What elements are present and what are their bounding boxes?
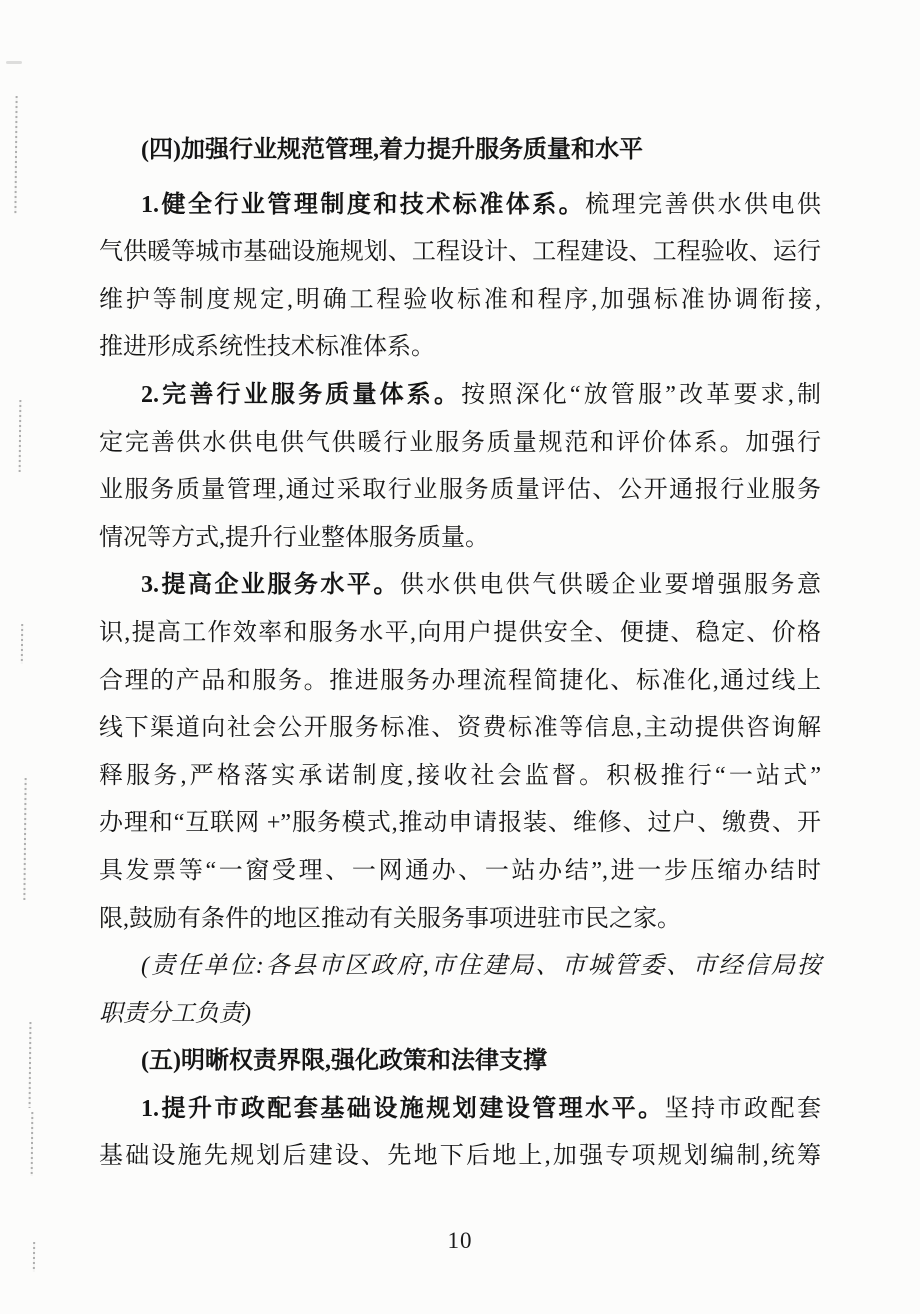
para-1 bbox=[99, 182, 821, 372]
para-1-line bbox=[99, 182, 821, 230]
para-3-line bbox=[99, 753, 821, 801]
para-2-line bbox=[99, 467, 821, 515]
para-2-line bbox=[99, 515, 821, 563]
text-run-bold: (五)明晰权责界限,强化政策和法律支撑 bbox=[141, 1048, 547, 1075]
scan-artifact bbox=[29, 1022, 32, 1108]
text-run: 办理和“互联网 +”服务模式,推动申请报装、维修、过户、缴费、开 bbox=[99, 810, 821, 837]
responsibility-note-line bbox=[99, 943, 821, 991]
scan-artifact bbox=[31, 1112, 34, 1176]
section-heading-wu-line bbox=[99, 1038, 821, 1086]
text-run: 限,鼓励有条件的地区推动有关服务事项进驻市民之家。 bbox=[99, 905, 681, 932]
para-2-line bbox=[99, 372, 821, 420]
text-run: 合理的产品和服务。推进服务办理流程简捷化、标准化,通过线上 bbox=[99, 667, 821, 694]
para-4-line bbox=[99, 1086, 821, 1134]
text-run: 基础设施先规划后建设、先地下后地上,加强专项规划编制,统筹 bbox=[99, 1143, 821, 1170]
para-3-line bbox=[99, 848, 821, 896]
para-3-line bbox=[99, 562, 821, 610]
para-1-line bbox=[99, 277, 821, 325]
responsibility-note bbox=[99, 943, 821, 1038]
page-number: 10 bbox=[447, 1228, 473, 1253]
para-1-line bbox=[99, 324, 821, 372]
para-4-line bbox=[99, 1133, 821, 1181]
text-run: 具发票等“一窗受理、一网通办、一站办结”,进一步压缩办结时 bbox=[99, 857, 821, 884]
section-heading-wu bbox=[99, 1038, 821, 1086]
text-run-bold: (四)加强行业规范管理,着力提升服务质量和水平 bbox=[141, 137, 643, 163]
text-run: 情况等方式,提升行业整体服务质量。 bbox=[99, 524, 489, 551]
scan-artifact bbox=[23, 778, 26, 900]
para-1-line bbox=[99, 229, 821, 277]
text-run-bold: 1.提升市政配套基础设施规划建设管理水平。 bbox=[141, 1095, 665, 1122]
scan-artifact bbox=[14, 96, 17, 214]
text-run: 坚持市政配套 bbox=[664, 1095, 822, 1122]
text-run-bold: 3.提高企业服务水平。 bbox=[141, 572, 400, 599]
section-heading-si-line bbox=[99, 127, 821, 175]
scan-smudge bbox=[6, 61, 22, 64]
text-run: 线下渠道向社会公开服务标准、资费标准等信息,主动提供咨询解 bbox=[99, 715, 821, 742]
para-3-line bbox=[99, 610, 821, 658]
text-run: 维护等制度规定,明确工程验收标准和程序,加强标准协调衔接, bbox=[99, 286, 821, 313]
para-2-line bbox=[99, 420, 821, 468]
document-body bbox=[99, 127, 821, 1181]
text-run: 释服务,严格落实承诺制度,接收社会监督。积极推行“一站式” bbox=[99, 762, 821, 789]
text-run: 按照深化“放管服”改革要求,制 bbox=[461, 381, 821, 408]
text-run: 供水供电供气供暖企业要增强服务意 bbox=[399, 572, 822, 599]
text-run: 业服务质量管理,通过采取行业服务质量评估、公开通报行业服务 bbox=[99, 477, 821, 504]
para-3-line bbox=[99, 705, 821, 753]
text-run: (责任单位:各县市区政府,市住建局、市城管委、市经信局按 bbox=[141, 953, 821, 980]
text-run: 梳理完善供水供电供 bbox=[585, 191, 822, 218]
text-run-bold: 1.健全行业管理制度和技术标准体系。 bbox=[141, 191, 586, 218]
text-run: 识,提高工作效率和服务水平,向用户提供安全、便捷、稳定、价格 bbox=[99, 619, 821, 646]
text-run: 气供暖等城市基础设施规划、工程设计、工程建设、工程验收、运行 bbox=[99, 239, 821, 266]
text-run: 职责分工负责) bbox=[99, 1000, 251, 1027]
responsibility-note-line bbox=[99, 991, 821, 1039]
para-3-line bbox=[99, 800, 821, 848]
para-4 bbox=[99, 1086, 821, 1181]
para-2 bbox=[99, 372, 821, 562]
para-3-line bbox=[99, 896, 821, 944]
text-run: 推进形成系统性技术标准体系。 bbox=[99, 334, 435, 361]
scan-artifact bbox=[19, 400, 22, 472]
section-heading-si bbox=[99, 127, 821, 175]
text-run-bold: 2.完善行业服务质量体系。 bbox=[141, 381, 462, 408]
para-3 bbox=[99, 562, 821, 943]
text-run: 定完善供水供电供气供暖行业服务质量规范和评价体系。加强行 bbox=[99, 429, 821, 456]
para-3-line bbox=[99, 658, 821, 706]
scan-artifact bbox=[21, 624, 23, 664]
